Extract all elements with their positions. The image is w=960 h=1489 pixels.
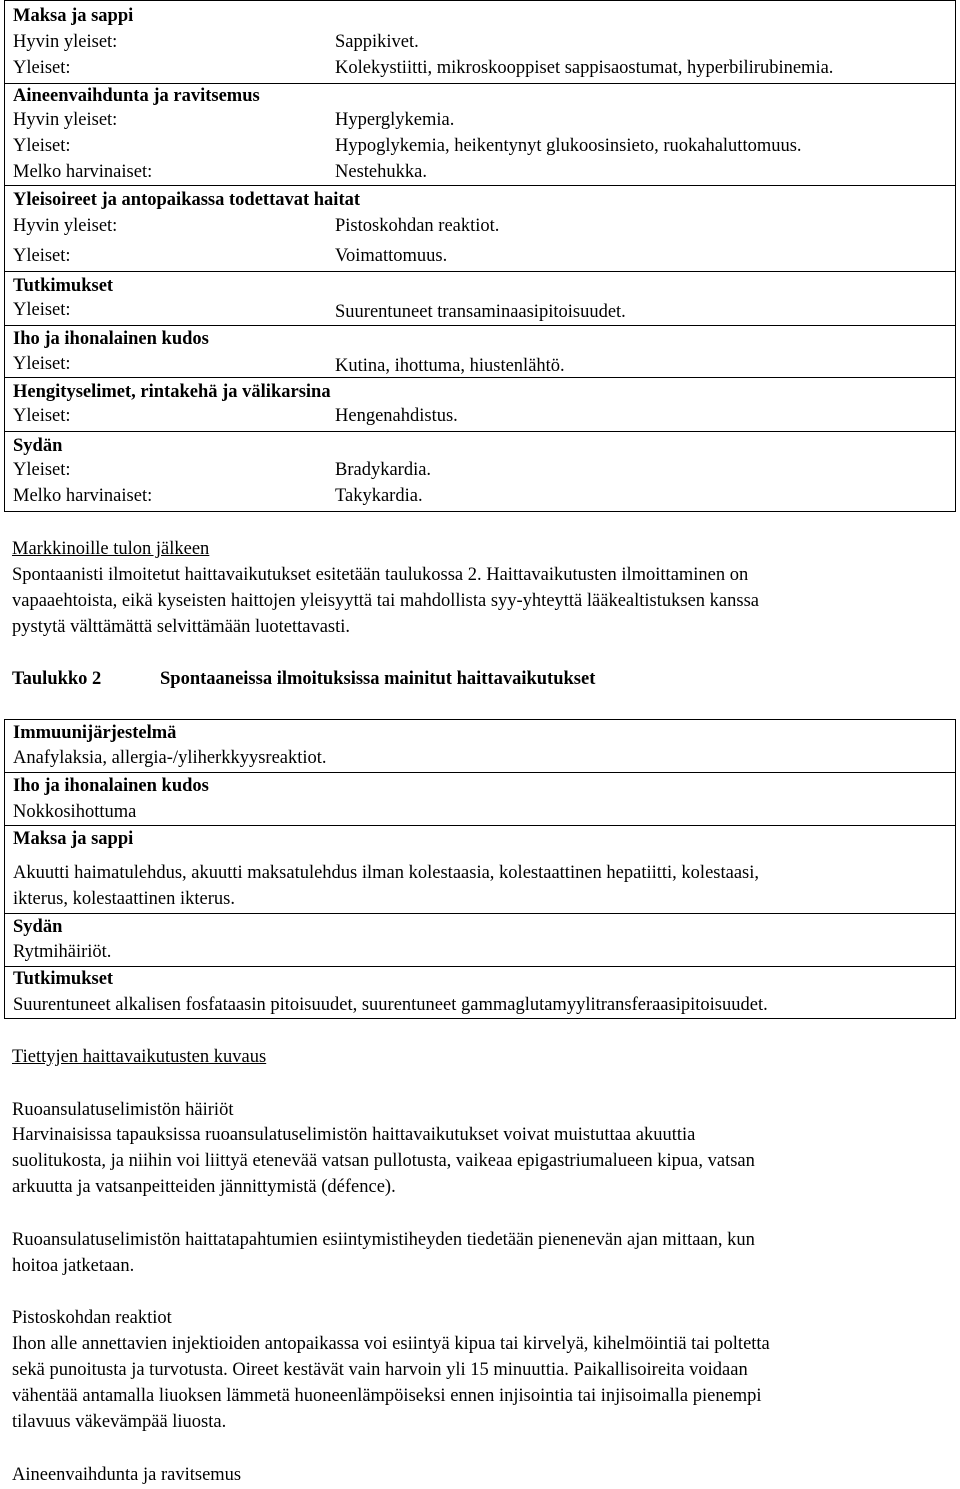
section-heading: Maksa ja sappi [13,829,134,849]
section-heading: Iho ja ihonalainen kudos [13,329,209,349]
frequency-label: Yleiset: [13,136,71,156]
frequency-label: Yleiset: [13,354,71,374]
section-heading: Yleisoireet ja antopaikassa todettavat haitat [13,190,361,210]
section-divider [5,377,955,378]
paragraph-line: Harvinaisissa tapauksissa ruoansulatuselimistön haittavaikutukset voivat muistuttaa akuuttia [12,1125,696,1145]
section-divider [5,966,955,967]
paragraph-line: tilavuus väkevämpää liuosta. [12,1412,227,1432]
adverse-effects-table-1 [4,0,956,512]
effect-value: Rytmihäiriöt. [13,942,112,962]
section-divider [5,825,955,826]
paragraph-line: vähentää antamalla liuoksen lämmetä huoneenlämpöiseksi ennen injisointia tai injisoimalla pienempi [12,1386,762,1406]
effect-value: Pistoskohdan reaktiot. [335,216,500,236]
section-heading: Sydän [13,436,63,456]
post-marketing-heading: Markkinoille tulon jälkeen [12,539,210,559]
section-heading: Aineenvaihdunta ja ravitsemus [13,86,260,106]
paragraph-line: vapaaehtoista, eikä kyseisten haittojen yleisyyttä tai mahdollista syy-yhteyttä lääkealtistuksen kanssa [12,591,759,611]
effect-value: Takykardia. [335,486,423,506]
effect-value: Nokkosihottuma [13,802,137,822]
frequency-label: Hyvin yleiset: [13,110,118,130]
effect-value: Nestehukka. [335,162,427,182]
section-heading: Hengityselimet, rintakehä ja välikarsina [13,382,331,402]
frequency-label: Yleiset: [13,58,71,78]
paragraph-line: suolitukosta, ja niihin voi liittyä etenevää vatsan pullotusta, vaikeaa epigastriumalueen kipua, vatsan [12,1151,755,1171]
specific-effects-heading: Tiettyjen haittavaikutusten kuvaus [12,1047,267,1067]
effect-value: Sappikivet. [335,32,419,52]
effect-value: Voimattomuus. [335,246,448,266]
effect-value: Kutina, ihottuma, hiustenlähtö. [335,356,565,376]
paragraph-line: pystytä välttämättä selvittämään luotettavasti. [12,617,351,637]
effect-value: Suurentuneet alkalisen fosfataasin pitoisuudet, suurentuneet gammaglutamyylitransferaasipitoisuudet. [13,995,768,1015]
frequency-label: Yleiset: [13,460,71,480]
paragraph-line: Ihon alle annettavien injektioiden antopaikassa voi esiintyä kipua tai kirvelyä, kihelmöintiä tai poltetta [12,1334,770,1354]
frequency-label: Yleiset: [13,406,71,426]
section-heading: Iho ja ihonalainen kudos [13,776,209,796]
metabolism-heading: Aineenvaihdunta ja ravitsemus [12,1465,242,1485]
section-divider [5,185,955,186]
section-divider [5,913,955,914]
table-2-label: Taulukko 2 [12,669,102,689]
paragraph-line: Ruoansulatuselimistön haittatapahtumien esiintymistiheyden tiedetään pienenevän ajan mittaan, kun [12,1230,755,1250]
paragraph-line: arkuutta ja vatsanpeitteiden jännittymistä (défence). [12,1177,396,1197]
effect-value: Hengenahdistus. [335,406,458,426]
paragraph-line: Spontaanisti ilmoitetut haittavaikutukset esitetään taulukossa 2. Haittavaikutusten ilmoittaminen on [12,565,749,585]
injection-site-heading: Pistoskohdan reaktiot [12,1308,172,1328]
gi-heading: Ruoansulatuselimistön häiriöt [12,1100,234,1120]
adverse-effects-table-2 [4,719,956,1019]
section-heading: Tutkimukset [13,969,114,989]
effect-value: Akuutti haimatulehdus, akuutti maksatulehdus ilman kolestaasia, kolestaattinen hepatiitti, kolestaasi, [13,863,760,883]
effect-value: Anafylaksia, allergia-/yliherkkyysreaktiot. [13,748,327,768]
paragraph-line: hoitoa jatketaan. [12,1256,135,1276]
effect-value: Hyperglykemia. [335,110,455,130]
effect-value: Bradykardia. [335,460,432,480]
effect-value: ikterus, kolestaattinen ikterus. [13,889,235,909]
paragraph-line: sekä punoitusta ja turvotusta. Oireet kestävät vain harvoin yli 15 minuuttia. Paikallisoireita voidaan [12,1360,748,1380]
section-divider [5,271,955,272]
effect-value: Hypoglykemia, heikentynyt glukoosinsieto, ruokahaluttomuus. [335,136,802,156]
section-heading: Immuunijärjestelmä [13,723,177,743]
effect-value: Suurentuneet transaminaasipitoisuudet. [335,302,626,322]
section-heading: Maksa ja sappi [13,6,134,26]
frequency-label: Yleiset: [13,300,71,320]
frequency-label: Melko harvinaiset: [13,162,153,182]
frequency-label: Hyvin yleiset: [13,32,118,52]
section-heading: Sydän [13,917,63,937]
frequency-label: Melko harvinaiset: [13,486,153,506]
section-divider [5,431,955,432]
table-2-title: Spontaaneissa ilmoituksissa mainitut haittavaikutukset [160,669,596,689]
effect-value: Kolekystiitti, mikroskooppiset sappisaostumat, hyperbilirubinemia. [335,58,834,78]
section-heading: Tutkimukset [13,276,114,296]
frequency-label: Hyvin yleiset: [13,216,118,236]
frequency-label: Yleiset: [13,246,71,266]
